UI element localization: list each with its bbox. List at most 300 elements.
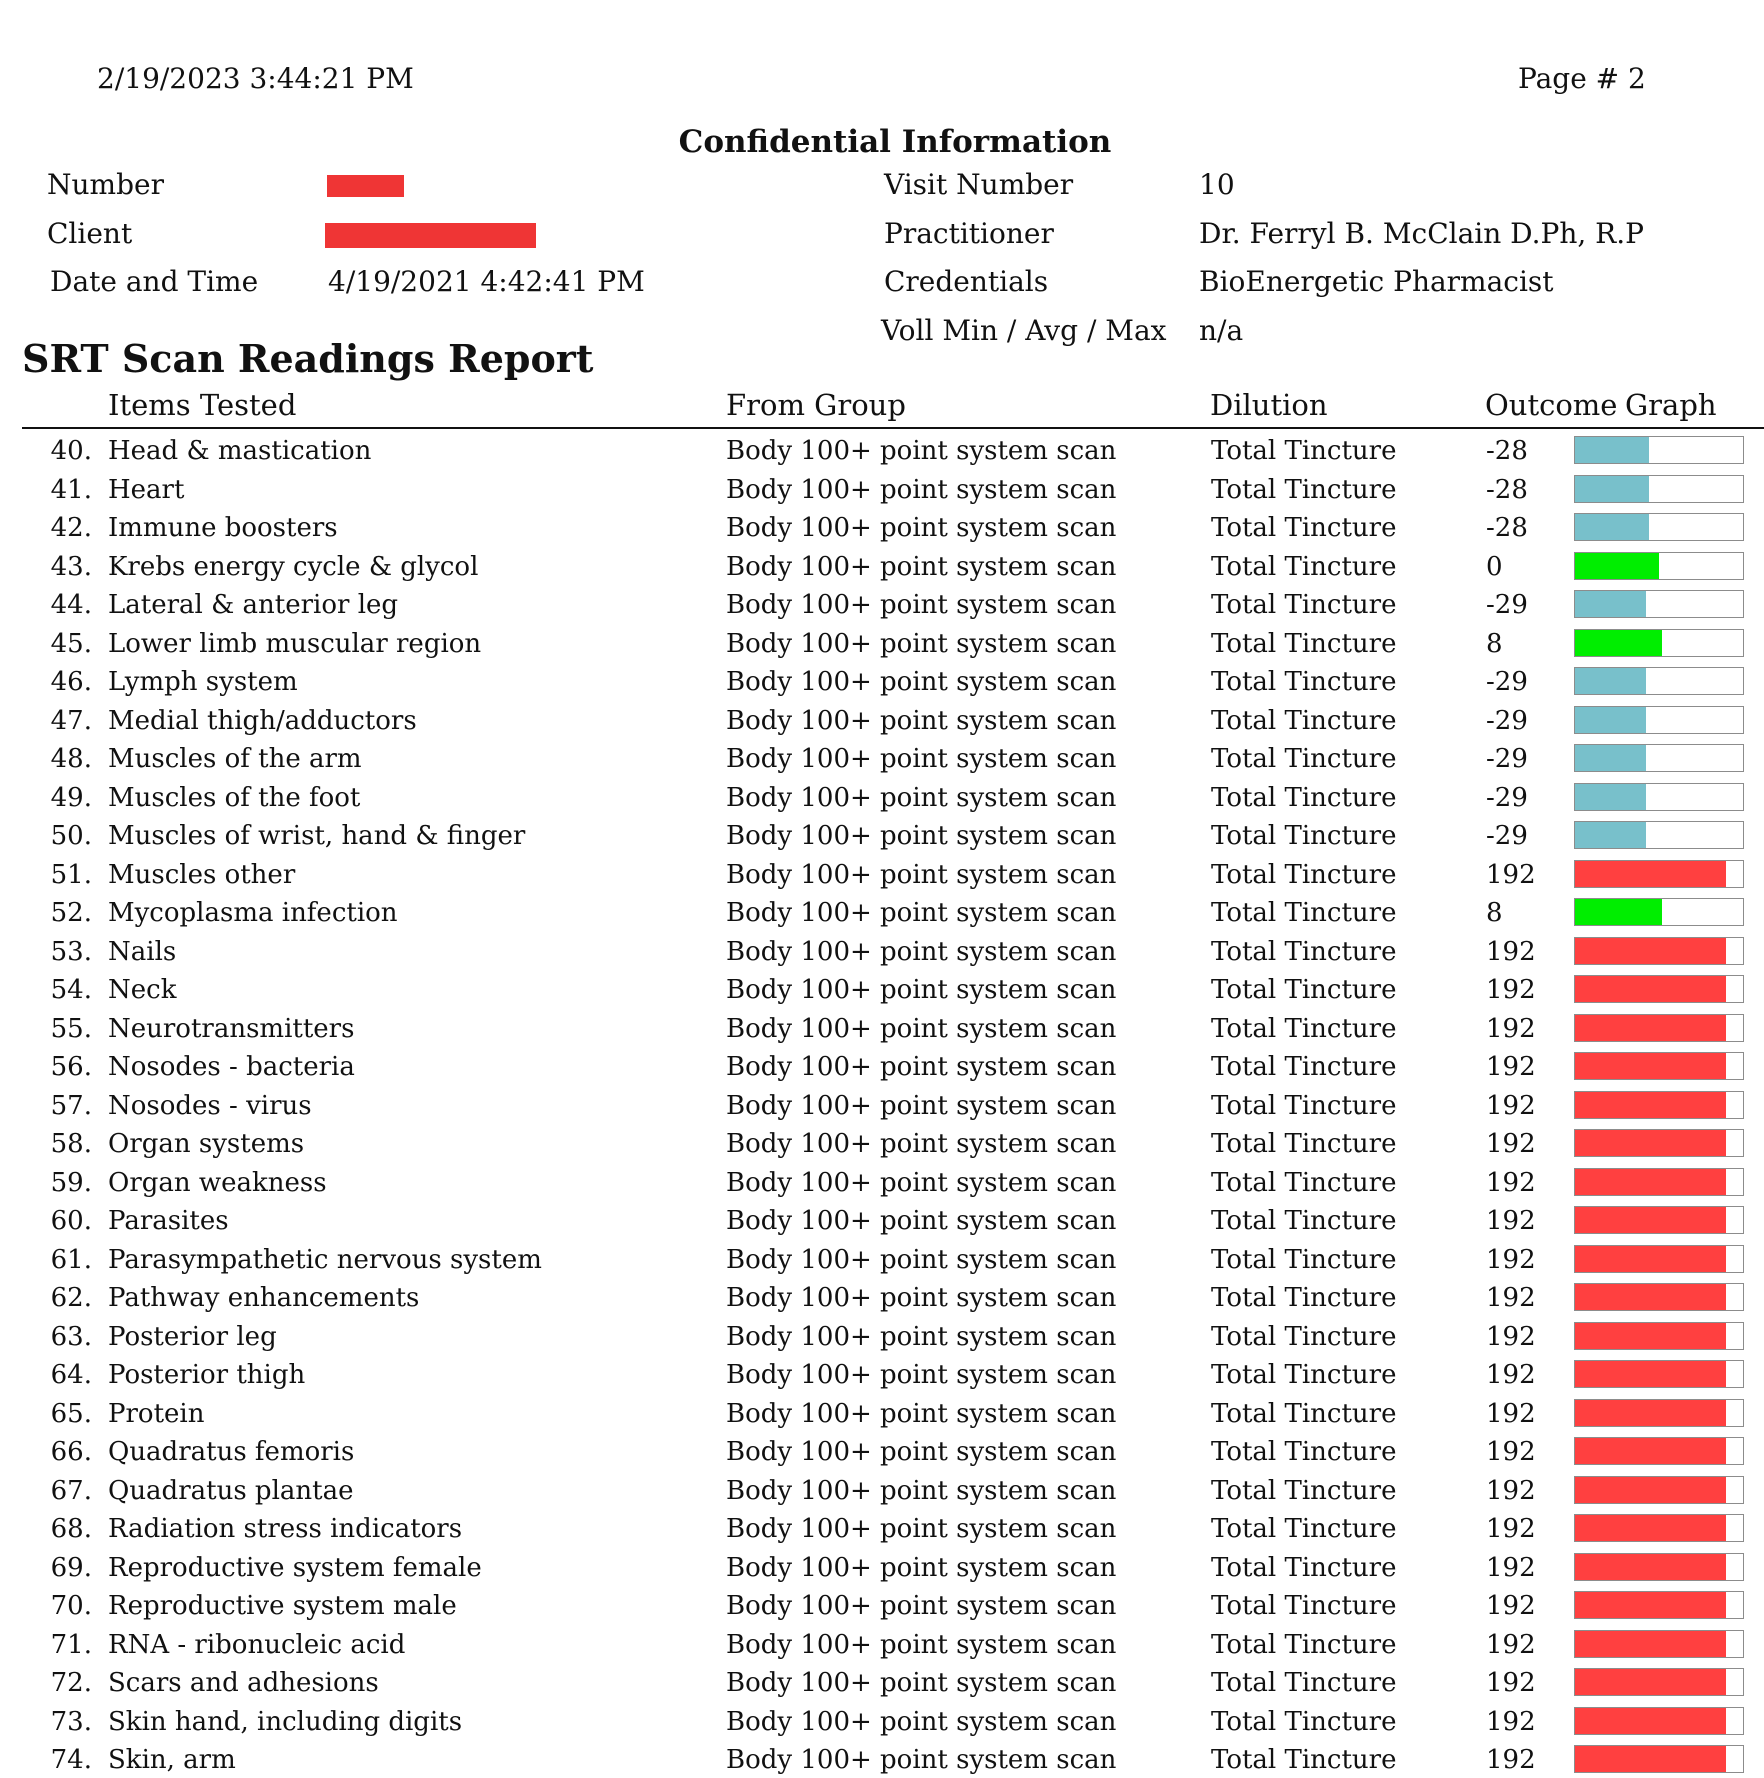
from-group: Body 100+ point system scan: [726, 1206, 1117, 1236]
dilution: Total Tincture: [1211, 551, 1397, 582]
outcome-graph-bar: [1574, 1129, 1744, 1157]
page-number: Page # 2: [1518, 62, 1646, 95]
outcome-graph-fill: [1575, 437, 1649, 463]
outcome-graph-fill: [1575, 668, 1646, 694]
item-tested: Parasites: [108, 1206, 229, 1236]
row-number: 51.: [50, 859, 92, 890]
outcome-graph-fill: [1575, 1515, 1726, 1541]
dilution: Total Tincture: [1211, 1668, 1397, 1698]
outcome-value: 8: [1486, 628, 1503, 659]
table-row: [0, 854, 1764, 893]
outcome-graph-fill: [1575, 899, 1662, 925]
outcome-graph-fill: [1575, 1708, 1726, 1734]
outcome-graph-bar: [1574, 667, 1744, 695]
outcome-graph-bar: [1574, 744, 1744, 772]
table-row: [0, 969, 1764, 1008]
outcome-value: 192: [1486, 1437, 1536, 1467]
row-number: 66.: [50, 1437, 92, 1467]
outcome-graph-fill: [1575, 1477, 1726, 1503]
item-tested: Head & mastication: [108, 436, 372, 466]
table-row: [0, 1046, 1764, 1085]
from-group: Body 100+ point system scan: [726, 782, 1117, 813]
row-number: 65.: [50, 1398, 92, 1429]
practitioner-label: Practitioner: [884, 217, 1054, 250]
outcome-graph-bar: [1574, 475, 1744, 503]
dilution: Total Tincture: [1211, 1629, 1397, 1660]
item-tested: Immune boosters: [108, 513, 338, 543]
dilution: Total Tincture: [1211, 821, 1397, 851]
outcome-graph-bar: [1574, 706, 1744, 734]
table-row: [0, 931, 1764, 970]
from-group: Body 100+ point system scan: [726, 513, 1117, 543]
dilution: Total Tincture: [1211, 1706, 1397, 1737]
item-tested: Skin hand, including digits: [108, 1706, 463, 1737]
outcome-value: 192: [1486, 1706, 1536, 1737]
item-tested: Muscles of the arm: [108, 744, 362, 774]
outcome-value: 192: [1486, 1052, 1536, 1082]
table-row: [0, 1624, 1764, 1663]
outcome-value: 192: [1486, 1360, 1536, 1390]
outcome-graph-fill: [1575, 1746, 1726, 1772]
dilution: Total Tincture: [1211, 1591, 1397, 1621]
table-row: [0, 1431, 1764, 1470]
from-group: Body 100+ point system scan: [726, 1360, 1117, 1390]
row-number: 43.: [50, 551, 92, 582]
table-row: [0, 1008, 1764, 1047]
practitioner-value: Dr. Ferryl B. McClain D.Ph, R.P: [1199, 217, 1645, 250]
from-group: Body 100+ point system scan: [726, 436, 1117, 466]
from-group: Body 100+ point system scan: [726, 1283, 1117, 1313]
from-group: Body 100+ point system scan: [726, 1013, 1117, 1044]
dilution: Total Tincture: [1211, 898, 1397, 928]
from-group: Body 100+ point system scan: [726, 1591, 1117, 1621]
outcome-graph-fill: [1575, 630, 1662, 656]
outcome-graph-bar: [1574, 1707, 1744, 1735]
outcome-graph-fill: [1575, 1631, 1726, 1657]
row-number: 55.: [50, 1013, 92, 1044]
dilution: Total Tincture: [1211, 628, 1397, 659]
table-row: [0, 1508, 1764, 1547]
from-group: Body 100+ point system scan: [726, 1552, 1117, 1583]
outcome-value: -29: [1486, 705, 1528, 736]
row-number: 62.: [50, 1283, 92, 1313]
row-number: 48.: [50, 744, 92, 774]
table-row: [0, 738, 1764, 777]
dilution: Total Tincture: [1211, 1090, 1397, 1121]
row-number: 54.: [50, 975, 92, 1005]
outcome-graph-fill: [1575, 591, 1646, 617]
row-number: 60.: [50, 1206, 92, 1236]
row-number: 52.: [50, 898, 92, 928]
dilution: Total Tincture: [1211, 1398, 1397, 1429]
table-row: [0, 815, 1764, 854]
table-row: [0, 1354, 1764, 1393]
dilution: Total Tincture: [1211, 1360, 1397, 1390]
column-header-items: Items Tested: [108, 388, 297, 422]
item-tested: Nails: [108, 936, 177, 967]
item-tested: Parasympathetic nervous system: [108, 1244, 542, 1275]
outcome-graph-fill: [1575, 1669, 1726, 1695]
item-tested: Mycoplasma infection: [108, 898, 398, 928]
row-number: 72.: [50, 1668, 92, 1698]
number-label: Number: [47, 168, 164, 201]
column-header-dilution: Dilution: [1210, 388, 1328, 422]
row-number: 53.: [50, 936, 92, 967]
item-tested: Muscles of the foot: [108, 782, 361, 813]
item-tested: Muscles other: [108, 859, 296, 890]
outcome-graph-bar: [1574, 1591, 1744, 1619]
print-datetime: 2/19/2023 3:44:21 PM: [97, 62, 414, 95]
outcome-graph-bar: [1574, 1168, 1744, 1196]
item-tested: Neurotransmitters: [108, 1013, 355, 1044]
outcome-graph-bar: [1574, 1553, 1744, 1581]
row-number: 70.: [50, 1591, 92, 1621]
outcome-graph-bar: [1574, 436, 1744, 464]
table-row: [0, 1200, 1764, 1239]
from-group: Body 100+ point system scan: [726, 1437, 1117, 1467]
outcome-graph-fill: [1575, 707, 1646, 733]
outcome-graph-bar: [1574, 1091, 1744, 1119]
outcome-graph-bar: [1574, 1437, 1744, 1465]
outcome-graph-fill: [1575, 822, 1646, 848]
from-group: Body 100+ point system scan: [726, 590, 1117, 620]
row-number: 40.: [50, 436, 92, 466]
table-row: [0, 1701, 1764, 1740]
redacted-client-name: [325, 223, 536, 248]
dilution: Total Tincture: [1211, 1745, 1397, 1775]
table-row: [0, 661, 1764, 700]
table-row: [0, 469, 1764, 508]
dilution: Total Tincture: [1211, 667, 1397, 697]
outcome-graph-fill: [1575, 553, 1659, 579]
credentials-label: Credentials: [884, 265, 1049, 298]
outcome-graph-bar: [1574, 1245, 1744, 1273]
table-row: [0, 1547, 1764, 1586]
outcome-value: 192: [1486, 1206, 1536, 1236]
dilution: Total Tincture: [1211, 436, 1397, 466]
outcome-graph-fill: [1575, 1323, 1726, 1349]
table-row: [0, 430, 1764, 469]
dilution: Total Tincture: [1211, 1514, 1397, 1544]
outcome-value: 192: [1486, 859, 1536, 890]
item-tested: Medial thigh/adductors: [108, 705, 417, 736]
row-number: 68.: [50, 1514, 92, 1544]
dilution: Total Tincture: [1211, 1052, 1397, 1082]
outcome-graph-fill: [1575, 1207, 1726, 1233]
outcome-graph-bar: [1574, 1514, 1744, 1542]
row-number: 67.: [50, 1475, 92, 1506]
row-number: 45.: [50, 628, 92, 659]
outcome-value: 192: [1486, 1514, 1536, 1544]
item-tested: Quadratus femoris: [108, 1437, 355, 1467]
item-tested: RNA - ribonucleic acid: [108, 1629, 406, 1660]
from-group: Body 100+ point system scan: [726, 1129, 1117, 1159]
from-group: Body 100+ point system scan: [726, 1244, 1117, 1275]
visit-value: 10: [1199, 168, 1235, 201]
outcome-graph-fill: [1575, 861, 1726, 887]
item-tested: Reproductive system female: [108, 1552, 482, 1583]
outcome-graph-fill: [1575, 784, 1646, 810]
outcome-graph-fill: [1575, 1361, 1726, 1387]
from-group: Body 100+ point system scan: [726, 1398, 1117, 1429]
outcome-value: -28: [1486, 436, 1528, 466]
item-tested: Muscles of wrist, hand & finger: [108, 821, 526, 851]
item-tested: Lateral & anterior leg: [108, 590, 399, 620]
item-tested: Nosodes - virus: [108, 1090, 312, 1121]
client-label: Client: [47, 217, 133, 250]
outcome-graph-fill: [1575, 514, 1649, 540]
table-row: [0, 1739, 1764, 1778]
from-group: Body 100+ point system scan: [726, 1090, 1117, 1121]
from-group: Body 100+ point system scan: [726, 975, 1117, 1005]
from-group: Body 100+ point system scan: [726, 628, 1117, 659]
dilution: Total Tincture: [1211, 705, 1397, 736]
outcome-value: 192: [1486, 1591, 1536, 1621]
outcome-value: -29: [1486, 667, 1528, 697]
from-group: Body 100+ point system scan: [726, 474, 1117, 505]
outcome-value: 192: [1486, 1321, 1536, 1352]
item-tested: Neck: [108, 975, 177, 1005]
from-group: Body 100+ point system scan: [726, 705, 1117, 736]
table-row: [0, 623, 1764, 662]
row-number: 41.: [50, 474, 92, 505]
outcome-value: 192: [1486, 1745, 1536, 1775]
row-number: 63.: [50, 1321, 92, 1352]
row-number: 64.: [50, 1360, 92, 1390]
outcome-graph-bar: [1574, 1360, 1744, 1388]
outcome-graph-fill: [1575, 1554, 1726, 1580]
row-number: 57.: [50, 1090, 92, 1121]
dilution: Total Tincture: [1211, 975, 1397, 1005]
dilution: Total Tincture: [1211, 1167, 1397, 1198]
outcome-graph-fill: [1575, 938, 1726, 964]
visit-label: Visit Number: [884, 168, 1074, 201]
dilution: Total Tincture: [1211, 474, 1397, 505]
from-group: Body 100+ point system scan: [726, 667, 1117, 697]
dilution: Total Tincture: [1211, 1206, 1397, 1236]
from-group: Body 100+ point system scan: [726, 821, 1117, 851]
table-row: [0, 1585, 1764, 1624]
dilution: Total Tincture: [1211, 1321, 1397, 1352]
outcome-value: 8: [1486, 898, 1503, 928]
dilution: Total Tincture: [1211, 1129, 1397, 1159]
outcome-graph-bar: [1574, 937, 1744, 965]
outcome-graph-fill: [1575, 1400, 1726, 1426]
outcome-value: -29: [1486, 821, 1528, 851]
outcome-graph-bar: [1574, 821, 1744, 849]
item-tested: Organ weakness: [108, 1167, 327, 1198]
outcome-value: -28: [1486, 474, 1528, 505]
column-header-outcome: Outcome: [1485, 388, 1618, 422]
table-row: [0, 700, 1764, 739]
dilution: Total Tincture: [1211, 1552, 1397, 1583]
table-row: [0, 1277, 1764, 1316]
outcome-value: 0: [1486, 551, 1503, 582]
table-row: [0, 1239, 1764, 1278]
table-row: [0, 546, 1764, 585]
item-tested: Radiation stress indicators: [108, 1514, 463, 1544]
item-tested: Pathway enhancements: [108, 1283, 420, 1313]
outcome-graph-bar: [1574, 1283, 1744, 1311]
dilution: Total Tincture: [1211, 513, 1397, 543]
outcome-graph-bar: [1574, 590, 1744, 618]
outcome-graph-bar: [1574, 898, 1744, 926]
row-number: 50.: [50, 821, 92, 851]
outcome-graph-bar: [1574, 1399, 1744, 1427]
outcome-graph-bar: [1574, 1206, 1744, 1234]
item-tested: Posterior thigh: [108, 1360, 306, 1390]
dilution: Total Tincture: [1211, 1437, 1397, 1467]
table-row: [0, 777, 1764, 816]
voll-label: Voll Min / Avg / Max: [881, 314, 1167, 347]
outcome-value: -29: [1486, 590, 1528, 620]
dilution: Total Tincture: [1211, 859, 1397, 890]
report-title: SRT Scan Readings Report: [22, 336, 594, 381]
outcome-graph-fill: [1575, 1592, 1726, 1618]
dilution: Total Tincture: [1211, 1475, 1397, 1506]
item-tested: Krebs energy cycle & glycol: [108, 551, 479, 582]
from-group: Body 100+ point system scan: [726, 1167, 1117, 1198]
dilution: Total Tincture: [1211, 590, 1397, 620]
table-row: [0, 1662, 1764, 1701]
outcome-value: 192: [1486, 1244, 1536, 1275]
outcome-value: 192: [1486, 936, 1536, 967]
dilution: Total Tincture: [1211, 1244, 1397, 1275]
credentials-value: BioEnergetic Pharmacist: [1199, 265, 1554, 298]
table-row: [0, 1470, 1764, 1509]
outcome-graph-bar: [1574, 1630, 1744, 1658]
from-group: Body 100+ point system scan: [726, 936, 1117, 967]
outcome-graph-bar: [1574, 975, 1744, 1003]
item-tested: Skin, arm: [108, 1745, 236, 1775]
dilution: Total Tincture: [1211, 936, 1397, 967]
row-number: 61.: [50, 1244, 92, 1275]
row-number: 42.: [50, 513, 92, 543]
outcome-value: 192: [1486, 1013, 1536, 1044]
item-tested: Organ systems: [108, 1129, 305, 1159]
row-number: 49.: [50, 782, 92, 813]
table-row: [0, 1316, 1764, 1355]
outcome-graph-bar: [1574, 1052, 1744, 1080]
item-tested: Nosodes - bacteria: [108, 1052, 355, 1082]
outcome-value: -28: [1486, 513, 1528, 543]
from-group: Body 100+ point system scan: [726, 1052, 1117, 1082]
outcome-graph-bar: [1574, 629, 1744, 657]
table-row: [0, 507, 1764, 546]
item-tested: Protein: [108, 1398, 205, 1429]
outcome-graph-fill: [1575, 1284, 1726, 1310]
row-number: 71.: [50, 1629, 92, 1660]
outcome-graph-bar: [1574, 552, 1744, 580]
outcome-graph-bar: [1574, 1322, 1744, 1350]
table-row: [0, 584, 1764, 623]
outcome-graph-fill: [1575, 1130, 1726, 1156]
item-tested: Scars and adhesions: [108, 1668, 379, 1698]
outcome-graph-bar: [1574, 1014, 1744, 1042]
table-row: [0, 1162, 1764, 1201]
outcome-graph-fill: [1575, 1438, 1726, 1464]
item-tested: Heart: [108, 474, 185, 505]
row-number: 44.: [50, 590, 92, 620]
outcome-graph-fill: [1575, 1015, 1726, 1041]
item-tested: Lymph system: [108, 667, 298, 697]
from-group: Body 100+ point system scan: [726, 859, 1117, 890]
item-tested: Posterior leg: [108, 1321, 277, 1352]
row-number: 56.: [50, 1052, 92, 1082]
from-group: Body 100+ point system scan: [726, 898, 1117, 928]
row-number: 74.: [50, 1745, 92, 1775]
item-tested: Reproductive system male: [108, 1591, 457, 1621]
row-number: 47.: [50, 705, 92, 736]
table-row: [0, 892, 1764, 931]
column-header-graph: Graph: [1625, 388, 1717, 422]
outcome-value: 192: [1486, 1090, 1536, 1121]
row-number: 59.: [50, 1167, 92, 1198]
outcome-value: 192: [1486, 1629, 1536, 1660]
date-value: 4/19/2021 4:42:41 PM: [328, 265, 645, 298]
date-label: Date and Time: [50, 265, 259, 298]
item-tested: Lower limb muscular region: [108, 628, 482, 659]
outcome-value: 192: [1486, 1668, 1536, 1698]
row-number: 46.: [50, 667, 92, 697]
dilution: Total Tincture: [1211, 1013, 1397, 1044]
from-group: Body 100+ point system scan: [726, 744, 1117, 774]
outcome-value: -29: [1486, 744, 1528, 774]
table-row: [0, 1085, 1764, 1124]
outcome-graph-bar: [1574, 1476, 1744, 1504]
outcome-graph-bar: [1574, 860, 1744, 888]
outcome-graph-bar: [1574, 1668, 1744, 1696]
row-number: 73.: [50, 1706, 92, 1737]
dilution: Total Tincture: [1211, 782, 1397, 813]
row-number: 58.: [50, 1129, 92, 1159]
voll-value: n/a: [1199, 314, 1244, 347]
table-row: [0, 1123, 1764, 1162]
item-tested: Quadratus plantae: [108, 1475, 354, 1506]
outcome-graph-fill: [1575, 476, 1649, 502]
from-group: Body 100+ point system scan: [726, 1514, 1117, 1544]
from-group: Body 100+ point system scan: [726, 1629, 1117, 1660]
from-group: Body 100+ point system scan: [726, 1745, 1117, 1775]
outcome-value: 192: [1486, 1552, 1536, 1583]
outcome-graph-fill: [1575, 745, 1646, 771]
outcome-value: 192: [1486, 975, 1536, 1005]
section-title: Confidential Information: [678, 124, 1112, 160]
from-group: Body 100+ point system scan: [726, 1475, 1117, 1506]
dilution: Total Tincture: [1211, 744, 1397, 774]
outcome-value: 192: [1486, 1398, 1536, 1429]
outcome-value: -29: [1486, 782, 1528, 813]
from-group: Body 100+ point system scan: [726, 551, 1117, 582]
outcome-graph-fill: [1575, 1053, 1726, 1079]
outcome-graph-fill: [1575, 1092, 1726, 1118]
header-divider: [22, 427, 1764, 429]
outcome-graph-bar: [1574, 513, 1744, 541]
outcome-value: 192: [1486, 1475, 1536, 1506]
outcome-value: 192: [1486, 1283, 1536, 1313]
table-row: [0, 1393, 1764, 1432]
outcome-graph-fill: [1575, 1246, 1726, 1272]
outcome-graph-bar: [1574, 783, 1744, 811]
from-group: Body 100+ point system scan: [726, 1668, 1117, 1698]
outcome-graph-fill: [1575, 976, 1726, 1002]
dilution: Total Tincture: [1211, 1283, 1397, 1313]
from-group: Body 100+ point system scan: [726, 1706, 1117, 1737]
outcome-graph-bar: [1574, 1745, 1744, 1773]
row-number: 69.: [50, 1552, 92, 1583]
outcome-value: 192: [1486, 1167, 1536, 1198]
column-header-group: From Group: [726, 388, 906, 422]
